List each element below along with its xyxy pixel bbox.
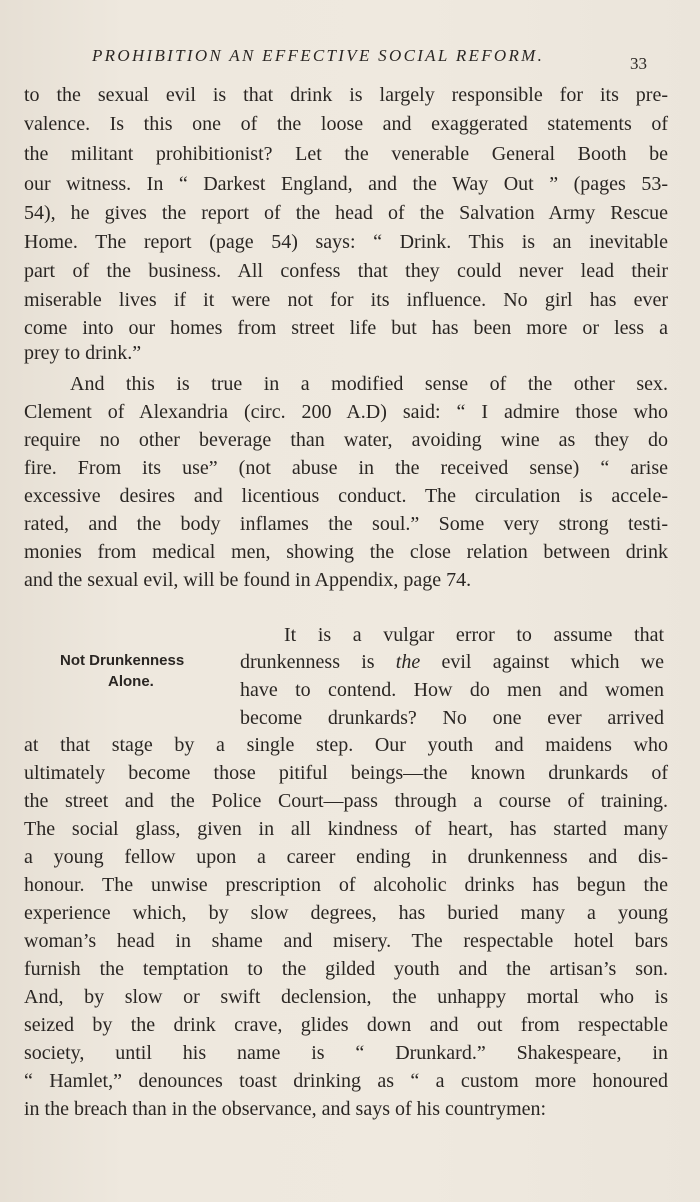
page-number: 33 [630,54,647,73]
text-line: And, by slow or swift declension, the unhappy mortal who is [24,986,668,1008]
text-line: at that stage by a single step. Our youth and maidens who [24,734,668,756]
sidenote-heading: Not Drunkenness [60,652,185,669]
text-line: society, until his name is “ Drunkard.” Shakespeare, in [24,1042,668,1064]
text-line: fire. From its use” (not abuse in the received sense) “ arise [24,457,668,479]
text-line: woman’s head in shame and misery. The respectable hotel bars [24,930,668,952]
text-span: drunkenness is [240,651,396,673]
text-line: 54), he gives the report of the head of the Salvation Army Rescue [24,202,668,224]
text-line: monies from medical men, showing the close relation between drink [24,541,668,563]
text-line: ultimately become those pitiful beings—the known drunkards of [24,762,668,784]
text-line: furnish the temptation to the gilded youth and the artisan’s son. [24,958,668,980]
text-line: become drunkards? No one ever arrived [240,707,664,729]
text-line: Clement of Alexandria (circ. 200 A.D) said: “ I admire those who [24,401,668,423]
text-span: evil against which we [420,651,664,673]
text-line: a young fellow upon a career ending in drunkenness and dis- [24,846,668,868]
text-line: prey to drink.” [24,342,142,364]
text-line: and the sexual evil, will be found in Appendix, page 74. [24,569,472,591]
italic-word: the [395,651,421,673]
text-line: honour. The unwise prescription of alcoholic drinks has begun the [24,874,668,896]
text-line: the street and the Police Court—pass through a course of training. [24,790,668,812]
text-line: The social glass, given in all kindness of heart, has started many [24,818,668,840]
text-line: excessive desires and licentious conduct. The circulation is accele- [24,485,668,507]
text-line: in the breach than in the observance, and says of his countrymen: [24,1098,547,1120]
text-line: come into our homes from street life but has been more or less a [24,317,668,339]
text-line: the militant prohibitionist? Let the venerable General Booth be [24,143,668,165]
text-line: to the sexual evil is that drink is largely responsible for its pre- [24,84,668,106]
text-line: “ Hamlet,” denounces toast drinking as “ a custom more honoured [24,1070,668,1092]
running-title: PROHIBITION AN EFFECTIVE SOCIAL REFORM. [92,46,545,65]
text-line: have to contend. How do men and women [240,679,664,701]
text-line: require no other beverage than water, avoiding wine as they do [24,429,668,451]
text-line: rated, and the body inflames the soul.” Some very strong testi- [24,513,668,535]
text-line: experience which, by slow degrees, has buried many a young [24,902,668,924]
text-line: Home. The report (page 54) says: “ Drink. This is an inevitable [24,231,668,253]
text-line: part of the business. All confess that they could never lead their [24,260,668,282]
text-line: valence. Is this one of the loose and exaggerated statements of [24,113,668,135]
text-line: And this is true in a modified sense of the other sex. [70,373,668,395]
text-line [240,649,664,675]
text-line: miserable lives if it were not for its influence. No girl has ever [24,289,668,311]
sidenote-heading: Alone. [108,673,154,690]
text-line: seized by the drink crave, glides down and out from respectable [24,1014,668,1036]
text-line: our witness. In “ Darkest England, and the Way Out ” (pages 53- [24,173,668,195]
text-line: It is a vulgar error to assume that [284,624,664,646]
